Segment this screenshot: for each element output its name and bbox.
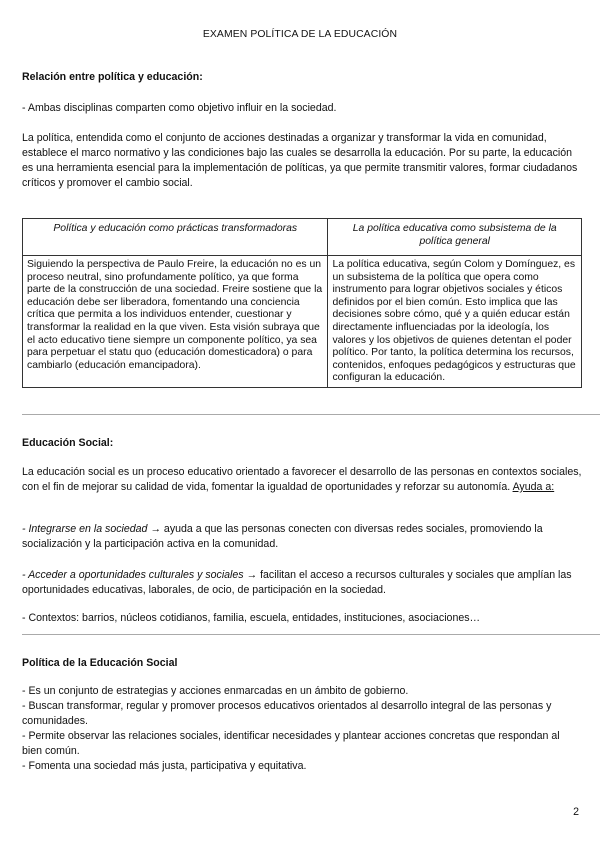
list-item: - Permite observar las relaciones sociales, identificar necesidades y plantear acciones concretas que respondan al bien común.: [22, 730, 560, 757]
list-item-integrarse: [22, 522, 582, 552]
term-integrarse: - Integrarse en la sociedad →: [22, 523, 161, 535]
section-heading-educacion-social: Educación Social:: [22, 437, 114, 449]
bullet-objetivo-comun: - Ambas disciplinas comparten como objetivo influir en la sociedad.: [22, 102, 337, 114]
term-acceder: - Acceder a oportunidades culturales y sociales →: [22, 569, 258, 581]
table-cell-colom-dominguez: La política educativa, según Colom y Domínguez, es un subsistema de la política que opera como instrumento para lograr objetivos sociales y éticos definidos por el bien común. Esto implica que las decisiones sobre cómo, qué y a quién educar están directamente influenciadas por la ideología, los valores y los objetivos de quienes detentan el poder político. Por tanto, la política determina los recursos, contenidos, enfoques pedagógicos y estructuras que configuran la educación.: [328, 256, 582, 388]
bullet-list-politica: [22, 684, 582, 774]
table-cell-freire: Siguiendo la perspectiva de Paulo Freire, la educación no es un proceso neutral, sino profundamente político, ya que forma parte de la construcción de una sociedad. Freire sostiene que la educación debe ser liberadora, fomentando una conciencia crítica que permita a los individuos entender, cuestionar y transformar la realidad en la que viven. Esta visión subraya que el acto educativo tiene siempre un componente político, ya sea para perpetuar el statu quo (educación domesticadora) o para cambiarlo (educación emancipadora).: [23, 256, 328, 388]
list-item: - Fomenta una sociedad más justa, participativa y equitativa.: [22, 760, 307, 772]
table-header-subsistema: La política educativa como subsistema de la política general: [328, 219, 582, 256]
text-acceder: facilitan el acceso a recursos culturales y sociales que amplían las oportunidades educativas, laborales, de ocio, de participación en la sociedad.: [22, 569, 572, 596]
contexts-line: - Contextos: barrios, núcleos cotidianos, familia, escuela, entidades, instituciones, asociaciones…: [22, 612, 481, 624]
list-item: - Buscan transformar, regular y promover procesos educativos orientados al desarrollo integral de las personas y comunidades.: [22, 700, 552, 727]
divider-1: [22, 414, 600, 415]
table-header-freire: Política y educación como prácticas transformadoras: [23, 219, 328, 256]
section-heading-politica-educacion-social: Política de la Educación Social: [22, 657, 178, 669]
table-header-row: [23, 219, 582, 256]
list-item-acceder: [22, 568, 582, 598]
comparison-table: [22, 218, 582, 388]
paragraph-educacion-social: [22, 465, 582, 495]
list-item: - Es un conjunto de estrategias y acciones enmarcadas en un ámbito de gobierno.: [22, 685, 409, 697]
section-heading-politica-educacion: Relación entre política y educación:: [22, 71, 203, 83]
table-row: [23, 256, 582, 388]
text-integrarse: ayuda a que las personas conecten con diversas redes sociales, promoviendo la socialización y la participación activa en la comunidad.: [22, 523, 543, 550]
divider-2: [22, 634, 600, 635]
page-number: 2: [573, 806, 579, 818]
paragraph-educacion-social-text: La educación social es un proceso educativo orientado a favorecer el desarrollo de las personas en contextos sociales, con el fin de mejorar su calidad de vida, fomentar la igualdad de oportunidades y reforzar su autonomía.: [22, 466, 582, 493]
page-title: EXAMEN POLÍTICA DE LA EDUCACIÓN: [202, 29, 398, 40]
paragraph-politica-educacion: La política, entendida como el conjunto de acciones destinadas a organizar y transformar la vida en comunidad, establece el marco normativo y las condiciones bajo las cuales se desarrolla la educación. Por su parte, la educación es una herramienta esencial para la implementación de políticas, ya que permite transmitir valores, formar ciudadanos críticos y promover el cambio social.: [22, 132, 578, 189]
ayuda-a-label: Ayuda a:: [512, 481, 555, 493]
